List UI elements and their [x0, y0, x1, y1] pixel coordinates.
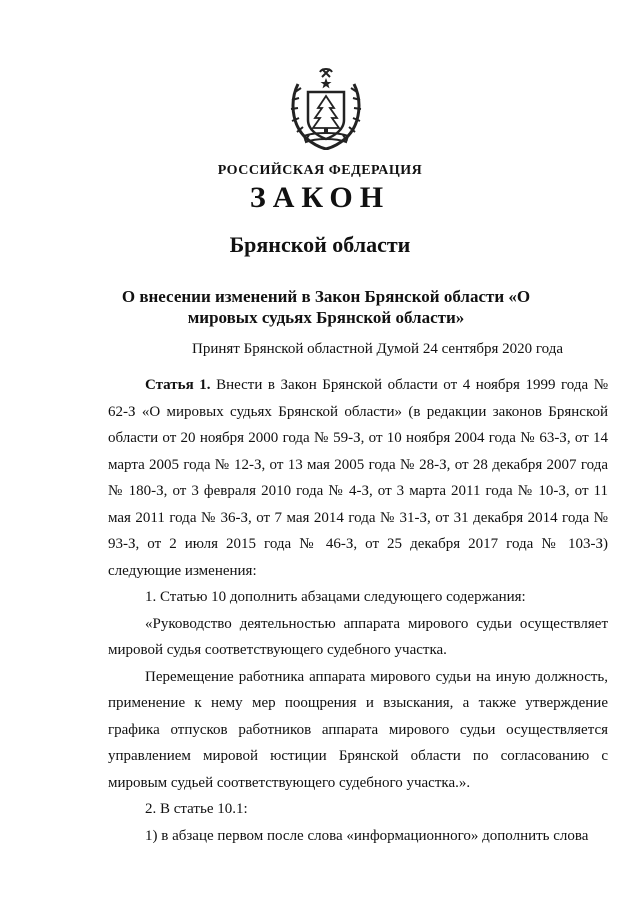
body-paragraph: «Руководство деятельностью аппарата мирового судьи осуществляет мировой судья соответствующего судебного участка. [108, 615, 608, 658]
body-paragraph: Перемещение работника аппарата мирового судьи на иную должность, применение к нему мер поощрения и взыскания, а также утверждение графика отпусков работников аппарата мирового судьи осуществляется управлением мировой юстиции Брянской области по согласованию с мировым судьей соответствующего судебного участка.». [108, 668, 608, 791]
body-paragraph: 1) в абзаце первом после слова «информационного» дополнить слова [145, 827, 589, 844]
body-paragraph: 1. Статью 10 дополнить абзацами следующего содержания: [145, 589, 526, 605]
article-1-text: Внести в Закон Брянской области от 4 ноября 1999 года № 62-З «О мировых судьях Брянской области» (в редакции законов Брянской области от 20 ноября 2000 года № 59-З, от 10 ноября 2004 года № 63-З, от 14 марта 2005 года № 12-З, от 13 мая 2005 года № 28-З, от 28 декабря 2007 года № 180-З, от 3 февраля 2010 года № 4-З, от 3 марта 2011 года № 10-З, от 11 мая 2011 года № 36-З, от 7 мая 2014 года № 31-З, от 31 декабря 2014 года № 93-З, от 2 июля 2015 года № 46-З, от 25 декабря 2017 года № 103-З) следующие изменения: [108, 377, 609, 579]
country-name: РОССИЙСКАЯ ФЕДЕРАЦИЯ [217, 163, 423, 178]
law-body [108, 372, 608, 849]
law-subject-title: О внесении изменений в Закон Брянской области «О мировых судьях Брянской области» [121, 287, 531, 327]
article-1-label: Статья 1. [145, 377, 211, 393]
document-type-title: ЗАКОН [249, 181, 391, 214]
body-paragraph: 2. В статье 10.1: [145, 801, 248, 817]
adoption-note: Принят Брянской областной Думой 24 сентября 2020 года [192, 341, 564, 357]
region-name: Брянской области [229, 232, 411, 257]
article-1-paragraph [108, 372, 608, 584]
bryansk-coat-of-arms-emblem [286, 66, 366, 150]
